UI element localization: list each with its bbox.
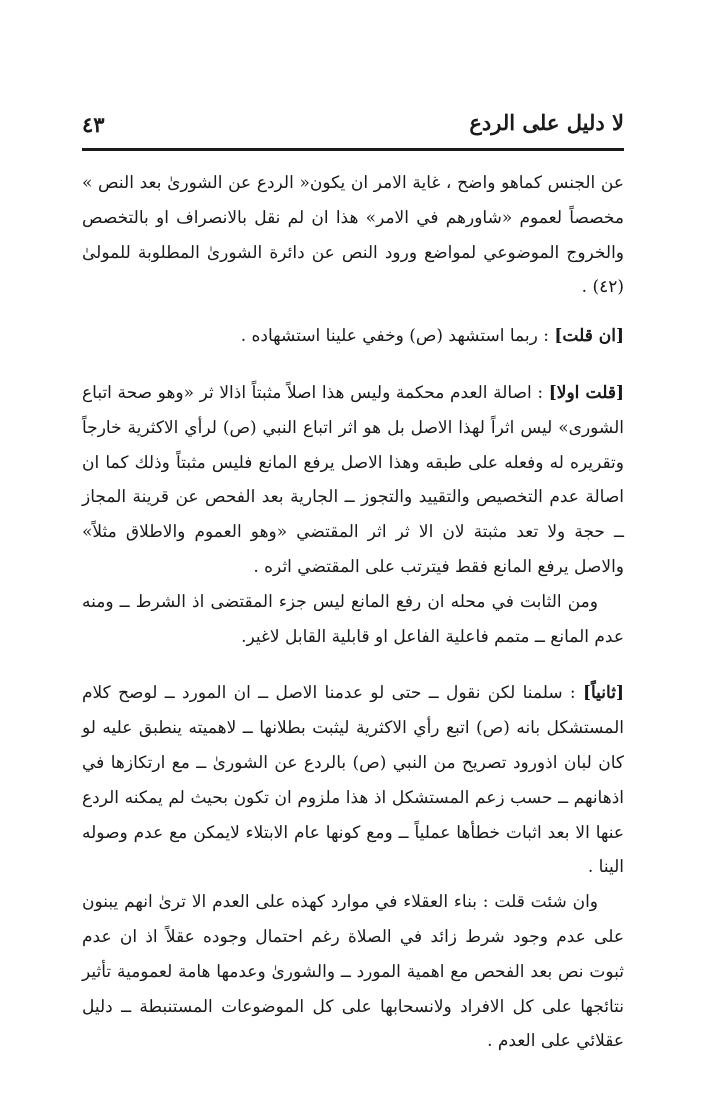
paragraph-1-text: عن الجنس كماهو واضح ، غاية الامر ان يكون« الردع عن الشورىٰ بعد النص » مخصصاً لعموم «شاورهم في الامر» هذا ان لم نقل بالانصراف او بالتخصص والخروج الموضوعي لمواضع ورود النص عن دائرة الشورىٰ المطلوبة للمولىٰ (٤٢) .: [82, 173, 624, 298]
paragraph-1: [82, 166, 624, 305]
header-rule: [82, 148, 624, 151]
paragraph-5-text: : سلمنا لكن نقول ــ حتى لو عدمنا الاصل ــ ان المورد ــ لوصح كلام المستشكل بانه (ص) اتبع رأي الاكثرية ليثبت بطلانها ــ لاهميته ينطبق عليه لو كان لبان اذورود تصريح من النبي (ص) بالردع عن الشورىٰ ــ مع ارتكازها في اذهانهم ــ حسب زعم المستشكل اذ هذا ملزوم ان تكون بحيث لم يمكنه الردع عنها الا بعد اثبات خطأها عملياً ــ ومع كونها عام الابتلاء لايمكن مع عدم وصوله الينا .: [82, 683, 624, 878]
paragraph-5-label: [ثانياً]: [582, 683, 624, 704]
paragraph-2-text: : ربما استشهد (ص) وخفي علينا استشهاده .: [240, 326, 555, 347]
paragraph-6: [82, 885, 624, 1059]
page-header: [82, 108, 624, 148]
running-title: لا دليل على الردع: [469, 110, 624, 135]
paragraph-2: [82, 319, 624, 354]
paragraph-3: [82, 376, 624, 585]
paragraph-6-text: وان شئت قلت : بناء العقلاء في موارد كهذه على العدم الا ترىٰ انهم يبنون على عدم وجود شرط زائد في الصلاة رغم احتمال وجوده عقلاً اذ ان عدم ثبوت نص بعد الفحص مع اهمية المورد ــ والشورىٰ وعدمها هامة لعمومية تأثير نتائجها على كل الافراد ولانسحابها على كل الموضوعات المستنبطة ــ دليل عقلائي على العدم .: [82, 892, 625, 1052]
paragraph-3-label: [قلت اولا]: [548, 382, 624, 403]
paragraph-4: [82, 585, 624, 655]
paragraph-4-text: ومن الثابت في محله ان رفع المانع ليس جزء المقتضى اذ الشرط ــ ومنه عدم المانع ــ متمم فاعلية الفاعل او قابلية القابل لاغير.: [82, 591, 624, 647]
paragraph-2-label: [ان قلت]: [554, 326, 624, 347]
paragraph-3-text: : اصالة العدم محكمة وليس هذا اصلاً مثبتاً اذالا ثر «وهو صحة اتباع الشورى» ليس اثراً لهذا الاصل بل هو اثر اتباع النبي (ص) لرأي الاكثرية خارجاً وتقريره له وفعله على طبقه وهذا الاصل يرفع المانع فليس مثبتاً وذلك كما ان اصالة عدم التخصيص والتقييد والتجوز ــ الجارية بعد الفحص عن قرينة المجاز ــ حجة ولا تعد مثبتة لان الا ثر اثر المقتضي «وهو العموم والاطلاق مثلاً» والاصل يرفع المانع فقط فيترتب على المقتضي اثره .: [82, 382, 625, 577]
page-number: ٤٣: [82, 112, 105, 137]
paragraph-5: [82, 676, 624, 885]
page-body: [82, 166, 624, 1059]
